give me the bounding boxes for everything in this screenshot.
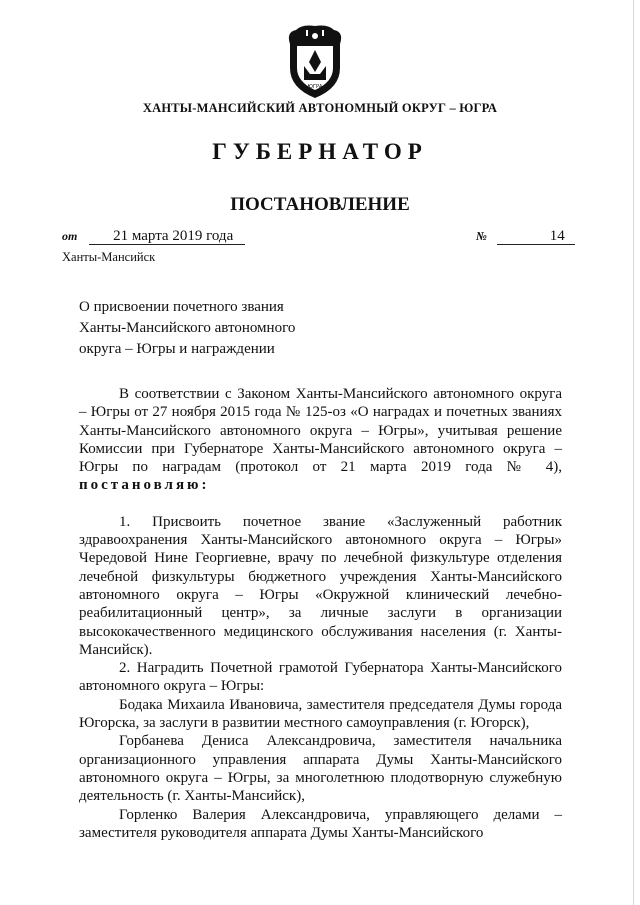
preamble-paragraph: [79, 385, 562, 495]
decree-number: 14: [497, 228, 575, 245]
resolve-word: постановляю:: [79, 477, 210, 494]
subject-line-2: Ханты-Мансийского автономного: [79, 320, 296, 336]
decree-type-title: ПОСТАНОВЛЕНИЕ: [230, 194, 410, 215]
award-paragraph-1: Бодака Михаила Ивановича, заместителя председателя Думы города Югорска, за заслуги в развитии местного самоуправления (г. Югорск),: [79, 696, 562, 732]
page-edge-line: [633, 0, 634, 905]
award-paragraph-3: Горленко Валерия Александровича, управляющего делами – заместителя руководителя аппарата Думы Ханты-Мансийского: [79, 806, 562, 841]
city-label: Ханты-Мансийск: [62, 250, 156, 264]
item-1-paragraph: 1. Присвоить почетное звание «Заслуженный работник здравоохранения Ханты-Мансийского автономного округа – Югры» Чередовой Нине Георгиевне, врачу по лечебной физкультуре отделения лечебной физкультуры бюджетного учреждения Ханты-Мансийского автономного округа – Югры «Окружной клинический лечебно-реабилитационный центр», за личные заслуги в организации высококачественного медицинского обслуживания населения (г. Ханты-Мансийск).: [79, 513, 562, 658]
governor-title: ГУБЕРНАТОР: [212, 139, 428, 164]
number-row: [476, 228, 575, 245]
date-row: [62, 228, 245, 245]
award-paragraph-2: Горбанева Дениса Александровича, заместителя начальника организационного управления аппарата Думы Ханты-Мансийского автономного округа – Югры, за многолетнюю плодотворную служебную деятельность (г. Ханты-Мансийск),: [79, 733, 562, 805]
emblem-banner-text: ЮГРА: [307, 84, 323, 90]
subject-line-3: округа – Югры и награждении: [79, 341, 275, 357]
decree-body: [79, 385, 562, 842]
decree-subject: [79, 297, 379, 360]
date-prefix: от: [62, 229, 78, 243]
coat-of-arms-emblem-icon: [280, 22, 350, 102]
region-title: ХАНТЫ-МАНСИЙСКИЙ АВТОНОМНЫЙ ОКРУГ – ЮГРА: [142, 101, 498, 115]
number-prefix: №: [476, 229, 487, 243]
decree-date: 21 марта 2019 года: [89, 228, 245, 245]
preamble-text: В соответствии с Законом Ханты-Мансийского автономного округа – Югры от 27 ноября 2015 года № 125-оз «О наградах и почетных званиях Ханты-Мансийского автономного округа – Югры», учитывая решение Комиссии при Губернаторе Ханты-Мансийского автономного округа – Югры по наградам (протокол от 21 марта 2019 года № 4),: [79, 386, 562, 476]
item-2-paragraph: 2. Наградить Почетной грамотой Губернатора Ханты-Мансийского автономного округа – Югры:: [79, 660, 562, 695]
subject-line-1: О присвоении почетного звания: [79, 299, 284, 315]
